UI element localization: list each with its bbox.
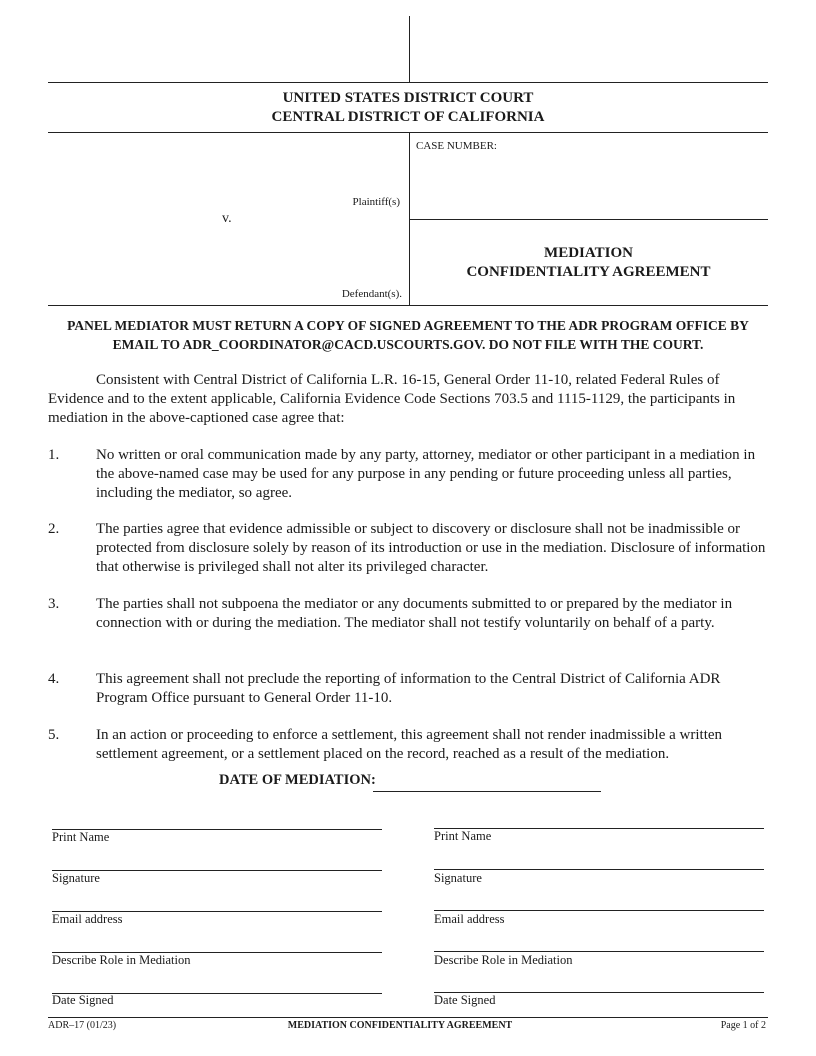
left-email-label: Email address [52,912,123,926]
document-title-line-2: CONFIDENTIALITY AGREEMENT [466,264,711,280]
rule-below-court [48,132,768,133]
right-signature-field[interactable] [434,869,764,870]
agreement-item-4 [48,670,770,708]
date-of-mediation-label: DATE OF MEDIATION: [219,772,376,788]
left-role-label: Describe Role in Mediation [52,953,191,967]
left-signature-field[interactable] [52,870,382,871]
right-email-field[interactable] [434,910,764,911]
item-number: 1. [48,447,60,463]
footer-page-number: Page 1 of 2 [720,1020,766,1031]
rule-top [48,82,768,83]
agreement-item-1 [48,446,770,503]
item-text: This agreement shall not preclude the reporting of information to the Central District of California ADR Program Office pursuant to General Order 11-10. [96,671,721,706]
rule-below-caption [48,305,768,306]
case-number-rule [409,219,768,220]
left-print-name-label: Print Name [52,830,110,844]
agreement-item-2 [48,520,770,577]
right-role-label: Describe Role in Mediation [434,953,573,967]
footer-rule [48,1017,768,1018]
intro-paragraph: Consistent with Central District of California L.R. 16-15, General Order 11-10, related Federal Rules of Evidence and to the extent applicable, California Evidence Code Sections 703.5 and 1115-1129, the participants in mediation in the above-captioned case agree that: [48,372,736,426]
right-email-label: Email address [434,912,505,926]
item-text: No written or oral communication made by any party, attorney, mediator or other participant in a mediation in the above-named case may be used for any purpose in any pending or future proceeding unless all parties, including the mediator, so agree. [96,447,756,501]
plaintiff-label: Plaintiff(s) [352,196,400,208]
case-number-label: CASE NUMBER: [416,140,497,152]
top-divider [409,16,410,83]
return-notice: PANEL MEDIATOR MUST RETURN A COPY OF SIGNED AGREEMENT TO THE ADR PROGRAM OFFICE BY EMAIL TO ADR_COORDINATOR@CACD.USCOURTS.GOV. DO NOT FILE WITH THE COURT. [67,318,749,352]
agreement-item-3 [48,595,770,633]
right-date-signed-label: Date Signed [434,993,496,1007]
document-title-line-1: MEDIATION [544,245,633,261]
item-number: 4. [48,671,60,687]
agreement-item-5 [48,726,770,764]
defendant-label: Defendant(s). [341,288,402,300]
footer-title: MEDIATION CONFIDENTIALITY AGREEMENT [287,1020,513,1031]
item-text: The parties agree that evidence admissible or subject to discovery or disclosure shall not be inadmissible or protected from disclosure solely by reason of its introduction or use in the mediation. Disclosure of information that otherwise is privileged shall not alter its privileged character. [96,521,766,575]
item-text: The parties shall not subpoena the mediator or any documents submitted to or prepared by the mediator in connection with or during the mediation. The mediator shall not testify voluntarily on behalf of a party. [96,596,733,631]
court-name-line-1: UNITED STATES DISTRICT COURT [282,90,534,106]
versus-label: v. [222,211,232,226]
item-number: 2. [48,521,60,537]
right-print-name-label: Print Name [434,829,492,843]
court-name-line-2: CENTRAL DISTRICT OF CALIFORNIA [271,109,545,125]
left-signature-label: Signature [52,871,100,885]
item-number: 5. [48,727,60,743]
item-number: 3. [48,596,60,612]
right-role-field[interactable] [434,951,764,952]
right-signature-label: Signature [434,871,482,885]
item-text: In an action or proceeding to enforce a settlement, this agreement shall not render inadmissible a written settlement agreement, or a settlement placed on the record, reached as a result of the mediation. [96,727,723,762]
left-date-signed-label: Date Signed [52,993,114,1007]
date-of-mediation-field[interactable] [373,791,601,792]
footer-form-id: ADR–17 (01/23) [48,1020,117,1031]
